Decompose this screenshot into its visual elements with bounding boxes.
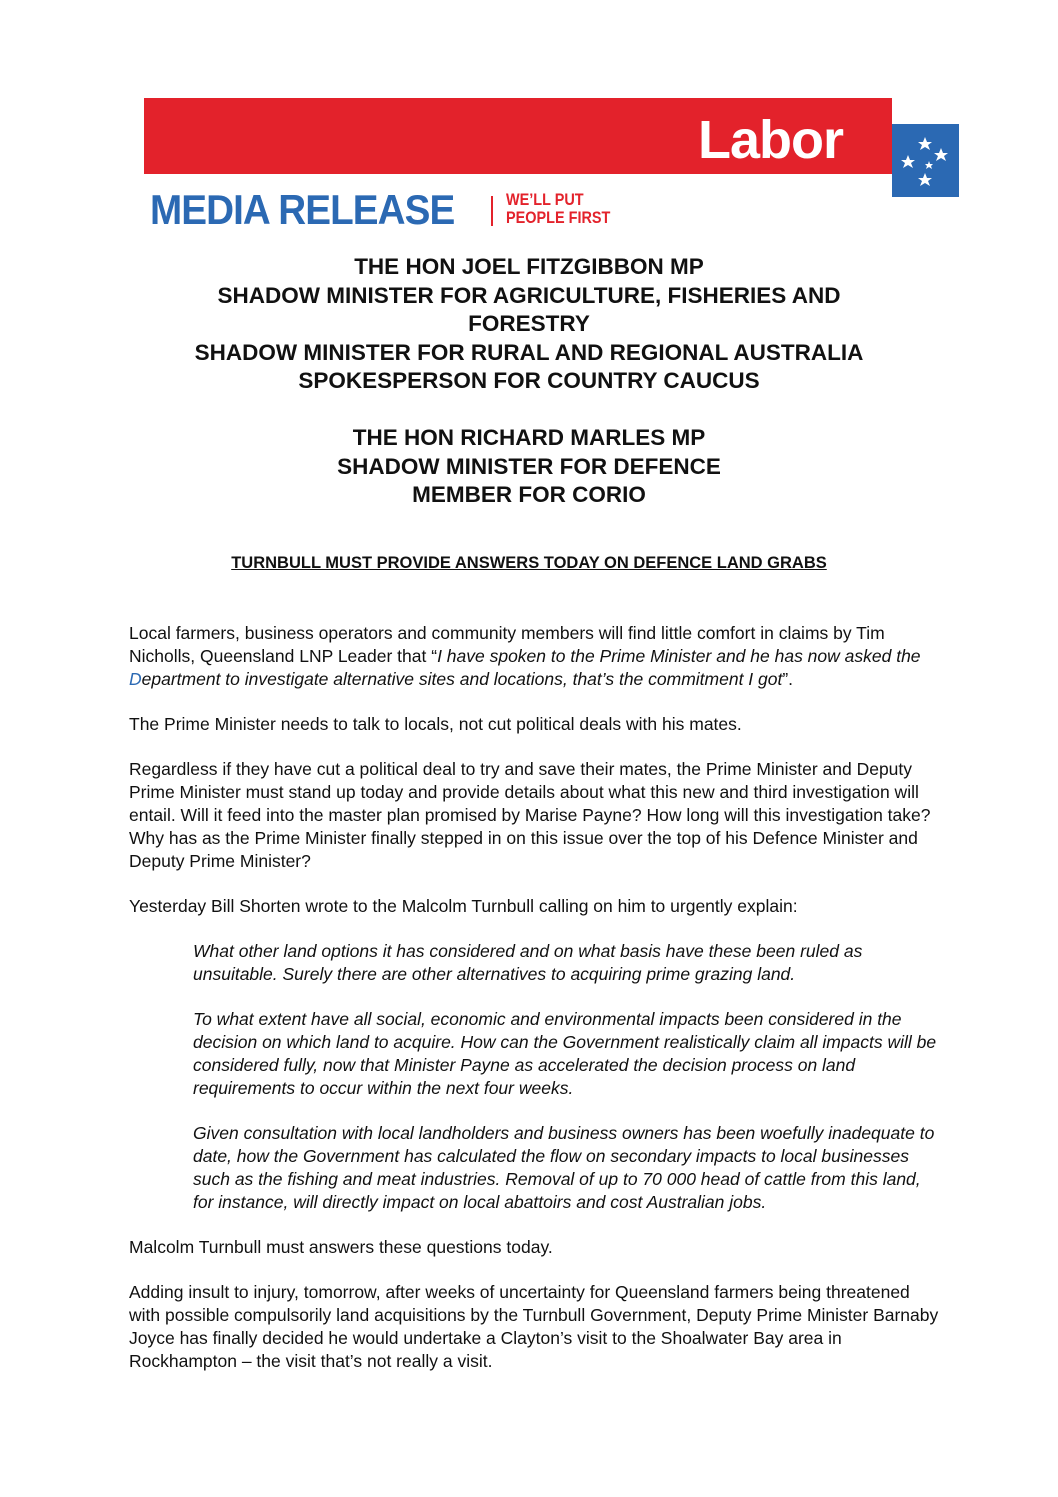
minister-2-role: SHADOW MINISTER FOR DEFENCE <box>337 453 721 479</box>
paragraph: Yesterday Bill Shorten wrote to the Malcolm Turnbull calling on him to urgently explain: <box>129 896 798 916</box>
paragraph: The Prime Minister needs to talk to locals, not cut political deals with his mates. <box>129 714 742 734</box>
slogan-line-2: PEOPLE FIRST <box>506 208 611 227</box>
southern-cross-icon <box>892 124 959 197</box>
labor-logo-text: Labor <box>698 110 844 170</box>
question: Given consultation with local landholders and business owners has been woefully inadequate to date, how the Government has calculated the flow on secondary impacts to local businesses such as the fishing and meat industries. Removal of up to 70 000 head of cattle from this land, for instance, will directly impact on local abattoirs and cost Australian jobs. <box>193 1123 935 1212</box>
spacer <box>100 396 958 424</box>
paragraph-text: Local farmers, business operators and community members will find little comfort in claims by Tim Nicholls, Queensland LNP Leader that “ <box>129 623 885 666</box>
quote-text: I have spoken to the Prime Minister and he has now asked the <box>437 646 921 666</box>
release-title: TURNBULL MUST PROVIDE ANSWERS TODAY ON DEFENCE LAND GRABS <box>231 554 827 572</box>
minister-1-role: SHADOW MINISTER FOR RURAL AND REGIONAL AUSTRALIA <box>194 339 864 365</box>
minister-1-role: SHADOW MINISTER FOR AGRICULTURE, FISHERIES AND <box>217 282 841 308</box>
question: What other land options it has considered and on what basis have these been ruled as unsuitable. Surely there are other alternatives to acquiring prime grazing land. <box>193 941 863 984</box>
star-icon <box>901 155 915 168</box>
minister-2-role: MEMBER FOR CORIO <box>412 482 646 508</box>
minister-headings <box>100 253 958 510</box>
paragraph: Regardless if they have cut a political deal to try and save their mates, the Prime Minister and Deputy Prime Minister must stand up today and provide details about what this new and third investigation will entail. Will it feed into the master plan promised by Marise Payne? How long will this investigation take? Why has as the Prime Minister finally stepped in on this issue over the top of his Defence Minister and Deputy Prime Minister? <box>129 759 931 871</box>
star-icon <box>934 148 948 161</box>
paragraph: Adding insult to injury, tomorrow, after weeks of uncertainty for Queensland farmers being threatened with possible compulsorily land acquisitions by the Turnbull Government, Deputy Prime Minister Barnaby Joyce has finally decided he would undertake a Clayton’s visit to the Shoalwater Bay area in Rockhampton – the visit that’s not really a visit. <box>129 1282 939 1371</box>
release-body <box>129 622 939 1395</box>
question: To what extent have all social, economic and environmental impacts been considered in the decision on which land to acquire. How can the Government realistically claim all impacts will be considered fully, now that Minister Payne as accelerated the decision process on land requirements to occur within the next four weeks. <box>193 1009 937 1098</box>
minister-1-role: FORESTRY <box>468 311 590 337</box>
slogan <box>506 191 610 227</box>
minister-2-name: THE HON RICHARD MARLES MP <box>352 424 706 450</box>
minister-1-role: SPOKESPERSON FOR COUNTRY CAUCUS <box>298 368 760 394</box>
slogan-line-1: WE’LL PUT <box>506 190 584 209</box>
quote-text: D <box>129 669 142 689</box>
paragraph: Malcolm Turnbull must answers these questions today. <box>129 1237 553 1257</box>
quote-text: epartment to investigate alternative sites and locations, that’s the commitment I got <box>141 669 783 689</box>
star-icon <box>925 161 933 169</box>
star-icon <box>918 137 932 150</box>
star-icon <box>918 173 932 186</box>
paragraph-text: ”. <box>782 669 794 689</box>
divider <box>491 196 493 226</box>
minister-1-name: THE HON JOEL FITZGIBBON MP <box>354 254 704 279</box>
media-release-label: MEDIA RELEASE <box>150 186 455 233</box>
paragraph <box>129 622 939 691</box>
